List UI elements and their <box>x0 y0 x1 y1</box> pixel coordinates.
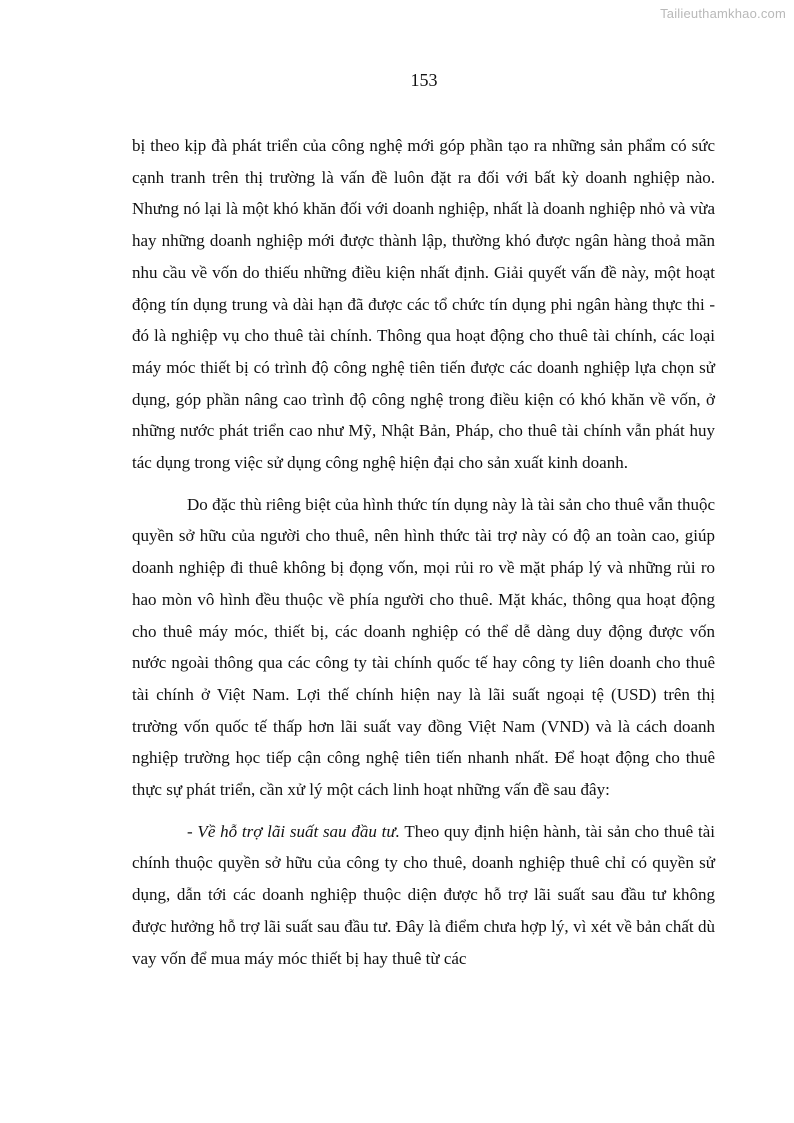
watermark: Tailieuthamkhao.com <box>660 6 786 21</box>
paragraph-3-text: Theo quy định hiện hành, tài sản cho thuê tài chính thuộc quyền sở hữu của công ty cho thuê, doanh nghiệp thuê chỉ có quyền sử dụng, dẫn tới các doanh nghiệp thuộc diện được hỗ trợ lãi suất sau đầu tư không được hưởng hỗ trợ lãi suất sau đầu tư. Đây là điểm chưa hợp lý, vì xét về bản chất dù vay vốn để mua máy móc thiết bị hay thuê từ các <box>132 821 715 968</box>
paragraph-2: Do đặc thù riêng biệt của hình thức tín dụng này là tài sản cho thuê vẫn thuộc quyền sở hữu của người cho thuê, nên hình thức tài trợ này có độ an toàn cao, giúp doanh nghiệp đi thuê không bị đọng vốn, mọi rủi ro về mặt pháp lý và những rủi ro hao mòn vô hình đều thuộc về phía người cho thuê. Mặt khác, thông qua hoạt động cho thuê máy móc, thiết bị, các doanh nghiệp có thể dễ dàng duy động được vốn nước ngoài thông qua các công ty tài chính quốc tế hay công ty liên doanh cho thuê tài chính ở Việt Nam. Lợi thế chính hiện nay là lãi suất ngoại tệ (USD) trên thị trường vốn quốc tế thấp hơn lãi suất vay đồng Việt Nam (VND) và là cách doanh nghiệp trường học tiếp cận công nghệ tiên tiến nhanh nhất. Để hoạt động cho thuê thực sự phát triển, cần xử lý một cách linh hoạt những vấn đề sau đây: <box>132 494 715 800</box>
document-body <box>132 130 715 974</box>
page-number: 153 <box>410 70 438 90</box>
paragraph-3-lead: - Về hỗ trợ lãi suất sau đầu tư. <box>187 821 400 841</box>
paragraph-1: bị theo kịp đà phát triển của công nghệ mới góp phần tạo ra những sản phẩm có sức cạnh tranh trên thị trường là vấn đề luôn đặt ra đối với bất kỳ doanh nghiệp nào. Nhưng nó lại là một khó khăn đối với doanh nghiệp, nhất là doanh nghiệp nhỏ và vừa hay những doanh nghiệp mới được thành lập, thường khó được ngân hàng thoả mãn nhu cầu về vốn do thiếu những điều kiện nhất định. Giải quyết vấn đề này, một hoạt động tín dụng trung và dài hạn đã được các tổ chức tín dụng phi ngân hàng thực thi - đó là nghiệp vụ cho thuê tài chính. Thông qua hoạt động cho thuê tài chính, các loại máy móc thiết bị có trình độ công nghệ tiên tiến được các doanh nghiệp lựa chọn sử dụng, góp phần nâng cao trình độ công nghệ trong điều kiện có khó khăn về vốn, ở những nước phát triển cao như Mỹ, Nhật Bản, Pháp, cho thuê tài chính vẫn phát huy tác dụng trong việc sử dụng công nghệ hiện đại cho sản xuất kinh doanh. <box>132 136 715 473</box>
paragraph-3 <box>132 816 715 975</box>
